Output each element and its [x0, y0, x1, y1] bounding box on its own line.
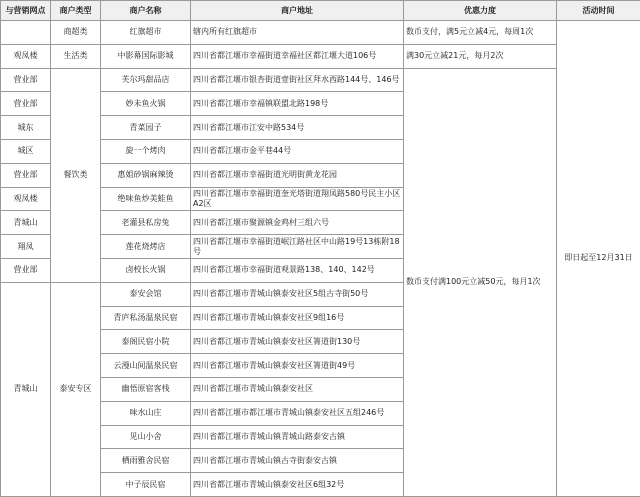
name-cell: 妙未鱼火锅	[101, 92, 191, 116]
address-cell: 四川省都江堰市青城山镇古寺街泰安古镇	[191, 449, 404, 473]
address-cell: 四川省都江堰市幸福街道观景路138、140、142号	[191, 258, 404, 282]
header-discount: 优惠力度	[404, 1, 557, 21]
name-cell: 芙尔玛甜品店	[101, 68, 191, 92]
discount-cell: 数币支付满100元立减50元，每月1次	[404, 68, 557, 496]
outlet-cell: 青城山	[1, 282, 51, 496]
outlet-cell: 营业部	[1, 258, 51, 282]
outlet-cell: 城东	[1, 116, 51, 140]
table-header-row	[1, 1, 640, 21]
outlet-cell: 营业部	[1, 68, 51, 92]
outlet-cell: 营业部	[1, 92, 51, 116]
address-cell: 四川省都江堰市青城山镇泰安社区5组古寺街50号	[191, 282, 404, 306]
name-cell: 泰安会馆	[101, 282, 191, 306]
outlet-cell: 翔凤	[1, 235, 51, 259]
name-cell: 老灌县私房兔	[101, 211, 191, 235]
address-cell: 四川省都江堰市青城山镇泰安社区箐道街49号	[191, 354, 404, 378]
name-cell: 青庐私汤温泉民宿	[101, 306, 191, 330]
address-cell: 四川省都江堰市聚源镇金鸡村三组六号	[191, 211, 404, 235]
discount-cell: 满30元立减21元，每月2次	[404, 44, 557, 68]
outlet-cell: 观凤楼	[1, 44, 51, 68]
outlet-cell: 城区	[1, 139, 51, 163]
type-cell: 餐饮类	[51, 68, 101, 282]
address-cell: 四川省都江堰市青城山镇泰安社区9组16号	[191, 306, 404, 330]
type-cell: 商超类	[51, 21, 101, 45]
outlet-cell: 观凤楼	[1, 187, 51, 211]
name-cell: 中影幕国际影城	[101, 44, 191, 68]
table-row	[1, 44, 640, 68]
header-outlet: 与营销网点	[1, 1, 51, 21]
address-cell: 四川省都江堰市银杏街道壹街社区拜水西路144号、146号	[191, 68, 404, 92]
address-cell: 四川省都江堰市都江堰市青城山镇泰安社区五组246号	[191, 401, 404, 425]
address-cell: 四川省都江堰市金平巷44号	[191, 139, 404, 163]
outlet-cell: 营业部	[1, 163, 51, 187]
name-cell: 见山小舍	[101, 425, 191, 449]
name-cell: 味水山庄	[101, 401, 191, 425]
address-cell: 四川省都江堰市青城山镇泰安社区箐道街130号	[191, 330, 404, 354]
type-cell: 生活类	[51, 44, 101, 68]
address-cell: 四川省都江堰市江安中路534号	[191, 116, 404, 140]
name-cell: 幽悟原宿客栈	[101, 377, 191, 401]
address-cell: 四川省都江堰市青城山镇泰安社区	[191, 377, 404, 401]
header-merchant-name: 商户名称	[101, 1, 191, 21]
name-cell: 青菜园子	[101, 116, 191, 140]
outlet-cell	[1, 21, 51, 45]
address-cell: 四川省都江堰市幸福街道奎光塔街道翔凤路580号民主小区A2区	[191, 187, 404, 211]
period-cell: 即日起至12月31日	[557, 21, 640, 497]
name-cell: 旋一个烤肉	[101, 139, 191, 163]
address-cell: 四川省都江堰市幸福街道光明街黄龙花园	[191, 163, 404, 187]
name-cell: 红旗超市	[101, 21, 191, 45]
name-cell: 绝味鱼炒美蛙鱼	[101, 187, 191, 211]
table-row	[1, 21, 640, 45]
name-cell: 中子辰民宿	[101, 473, 191, 497]
name-cell: 惠姐砂锅麻辣烫	[101, 163, 191, 187]
header-period: 活动时间	[557, 1, 640, 21]
name-cell: 莲花烧烤店	[101, 235, 191, 259]
discount-cell: 数币支付，满5元立减4元，每周1次	[404, 21, 557, 45]
name-cell: 卤校长火锅	[101, 258, 191, 282]
table-row	[1, 68, 640, 92]
name-cell: 栖雨雅舍民宿	[101, 449, 191, 473]
name-cell: 云漫山间温泉民宿	[101, 354, 191, 378]
address-cell: 四川省都江堰市幸福街道幸福社区都江堰大道106号	[191, 44, 404, 68]
address-cell: 辖内所有红旗超市	[191, 21, 404, 45]
name-cell: 泰阁民宿小院	[101, 330, 191, 354]
header-address: 商户地址	[191, 1, 404, 21]
address-cell: 四川省都江堰市青城山镇青城山路泰安古镇	[191, 425, 404, 449]
address-cell: 四川省都江堰市青城山镇泰安社区6组32号	[191, 473, 404, 497]
address-cell: 四川省都江堰市幸福镇联盟北路198号	[191, 92, 404, 116]
type-cell: 泰安专区	[51, 282, 101, 496]
header-merchant-type: 商户类型	[51, 1, 101, 21]
address-cell: 四川省都江堰市幸福街道岷江路社区中山路19号13栋附18号	[191, 235, 404, 259]
outlet-cell: 青城山	[1, 211, 51, 235]
